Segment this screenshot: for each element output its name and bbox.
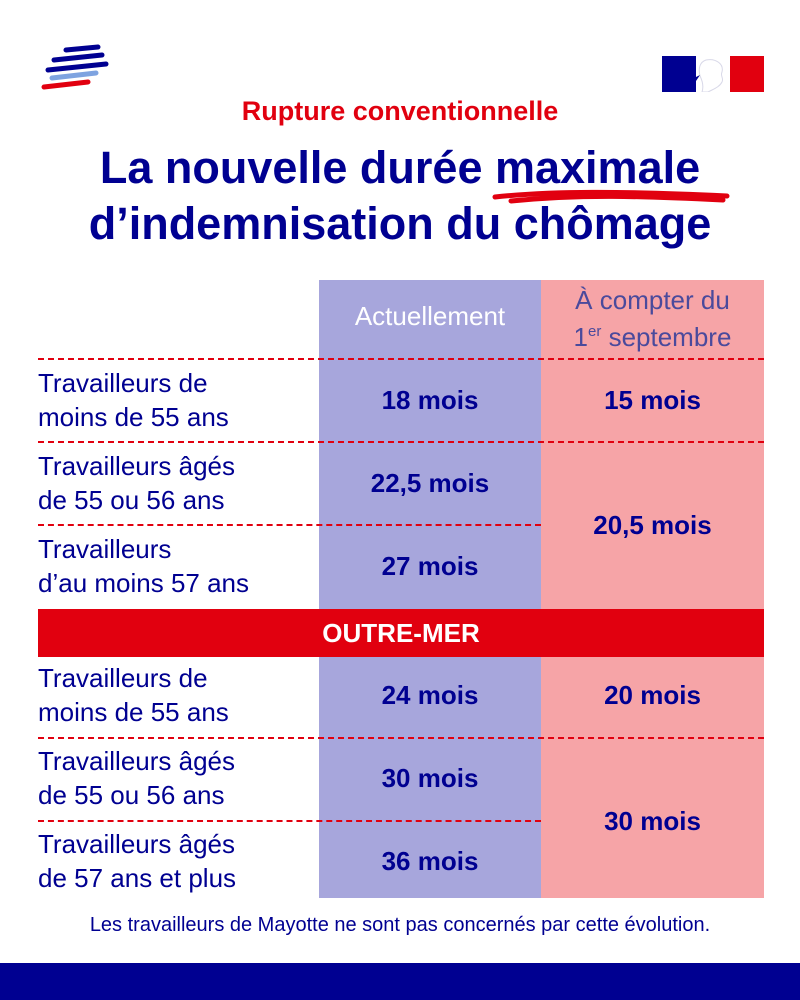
row-label-line: Travailleurs âgés	[38, 829, 236, 859]
cell-current: 27 mois	[381, 551, 479, 581]
row-divider	[38, 358, 764, 360]
bottom-bar	[0, 963, 800, 1000]
column-header-current: Actuellement	[354, 301, 506, 331]
title-part-1: La nouvelle durée	[99, 142, 495, 193]
speed-lines-logo-icon	[40, 44, 112, 94]
section-header-outre-mer: OUTRE-MER	[38, 609, 764, 657]
cell-current: 18 mois	[381, 385, 479, 415]
republique-francaise-flag-icon	[662, 56, 764, 92]
row-label-line: moins de 55 ans	[38, 402, 229, 432]
row-divider	[38, 441, 764, 443]
title-line-2: d’indemnisation du chômage	[88, 198, 712, 249]
title-line-1	[0, 140, 800, 196]
cell-current: 24 mois	[381, 680, 479, 710]
row-label-line: Travailleurs âgés	[38, 746, 236, 776]
date-day: 1	[573, 322, 589, 352]
title-emphasis	[495, 140, 700, 196]
row-label-line: Travailleurs de	[38, 663, 208, 693]
cell-new-merged: 30 mois	[604, 806, 701, 836]
row-label-line: Travailleurs	[38, 534, 172, 564]
date-suffix: er	[588, 323, 602, 340]
row-divider	[38, 524, 541, 526]
underline-mark-icon	[491, 182, 731, 204]
cell-new: 20 mois	[604, 680, 701, 710]
row-label-line: de 57 ans et plus	[38, 863, 237, 893]
table-row-label	[38, 449, 318, 517]
row-divider	[38, 737, 764, 739]
row-label-line: Travailleurs de	[38, 368, 208, 398]
column-header-new-line-1: À compter du	[575, 285, 730, 315]
table-row-label	[38, 827, 318, 895]
page-title	[0, 140, 800, 252]
column-current-background	[319, 280, 541, 898]
table-row-label	[38, 661, 318, 729]
table-row-label	[38, 366, 318, 434]
table-row-label	[38, 532, 318, 600]
cell-current: 22,5 mois	[370, 468, 490, 498]
cell-current: 30 mois	[381, 763, 479, 793]
table-row-label	[38, 744, 318, 812]
row-label-line: d’au moins 57 ans	[38, 568, 250, 598]
row-label-line: moins de 55 ans	[38, 697, 229, 727]
title-emphasis-text: maximale	[494, 142, 701, 193]
row-label-line: Travailleurs âgés	[38, 451, 236, 481]
footnote: Les travailleurs de Mayotte ne sont pas concernés par cette évolution.	[89, 914, 711, 936]
column-header-new	[541, 284, 764, 353]
row-label-line: de 55 ou 56 ans	[38, 485, 225, 515]
row-divider	[38, 820, 541, 822]
date-month: septembre	[601, 322, 732, 352]
column-header-new-line-2	[541, 316, 764, 353]
cell-new-merged: 20,5 mois	[593, 510, 712, 540]
subtitle: Rupture conventionnelle	[241, 96, 559, 126]
row-label-line: de 55 ou 56 ans	[38, 780, 225, 810]
cell-new: 15 mois	[604, 385, 701, 415]
cell-current: 36 mois	[381, 846, 479, 876]
